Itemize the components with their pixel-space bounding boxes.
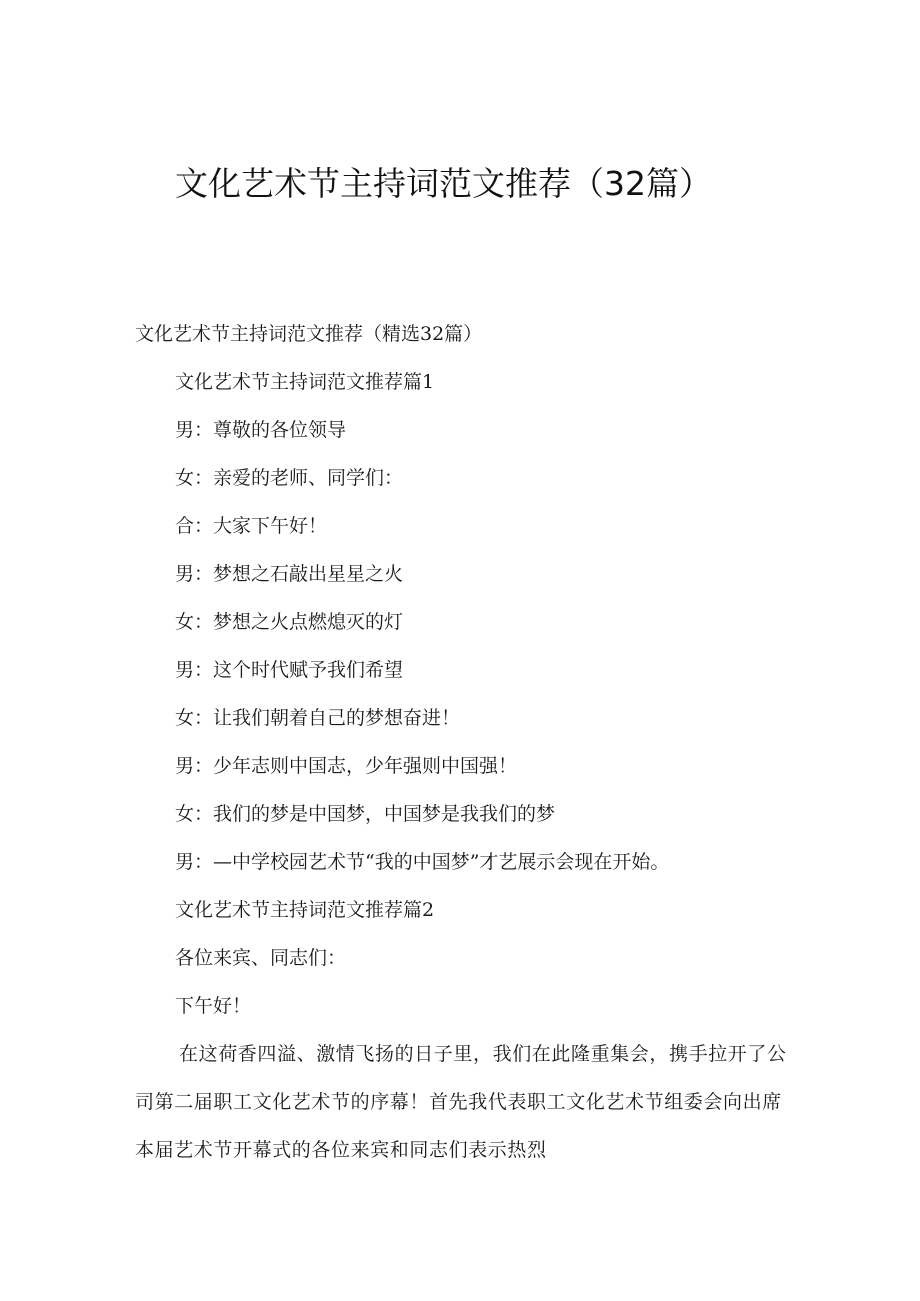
- speech-paragraph: 在这荷香四溢、激情飞扬的日子里，我们在此隆重集会，携手拉开了公司第二届职工文化艺术节的序幕！首先我代表职工文化艺术节组委会向出席本届艺术节开幕式的各位来宾和同志们表示热烈: [135, 1043, 787, 1161]
- section-heading-1: 文化艺术节主持词范文推荐篇1: [175, 371, 435, 393]
- dialogue-line: 女：我们的梦是中国梦，中国梦是我我们的梦: [175, 803, 556, 825]
- intro-line: 文化艺术节主持词范文推荐（精选32篇）: [135, 323, 483, 345]
- dialogue-line: 女：亲爱的老师、同学们：: [175, 467, 404, 489]
- salutation-line: 各位来宾、同志们：: [175, 947, 347, 969]
- dialogue-line: 合：大家下午好！: [175, 515, 328, 537]
- dialogue-line: 女：让我们朝着自己的梦想奋进！: [175, 707, 461, 729]
- dialogue-line: 男：尊敬的各位领导: [175, 419, 347, 441]
- dialogue-line: 女：梦想之火点燃熄灭的灯: [175, 611, 404, 633]
- document-title: 文化艺术节主持词范文推荐（32篇）: [175, 164, 712, 203]
- dialogue-line: 男：这个时代赋予我们希望: [175, 659, 404, 681]
- dialogue-line: 男：—中学校园艺术节“我的中国梦”才艺展示会现在开始。: [175, 851, 670, 873]
- dialogue-line: 男：梦想之石敲出星星之火: [175, 563, 404, 585]
- greeting-line: 下午好！: [175, 995, 252, 1017]
- dialogue-line: 男：少年志则中国志，少年强则中国强！: [175, 755, 518, 777]
- document-body: [135, 310, 795, 1174]
- section-heading-2: 文化艺术节主持词范文推荐篇2: [175, 899, 435, 921]
